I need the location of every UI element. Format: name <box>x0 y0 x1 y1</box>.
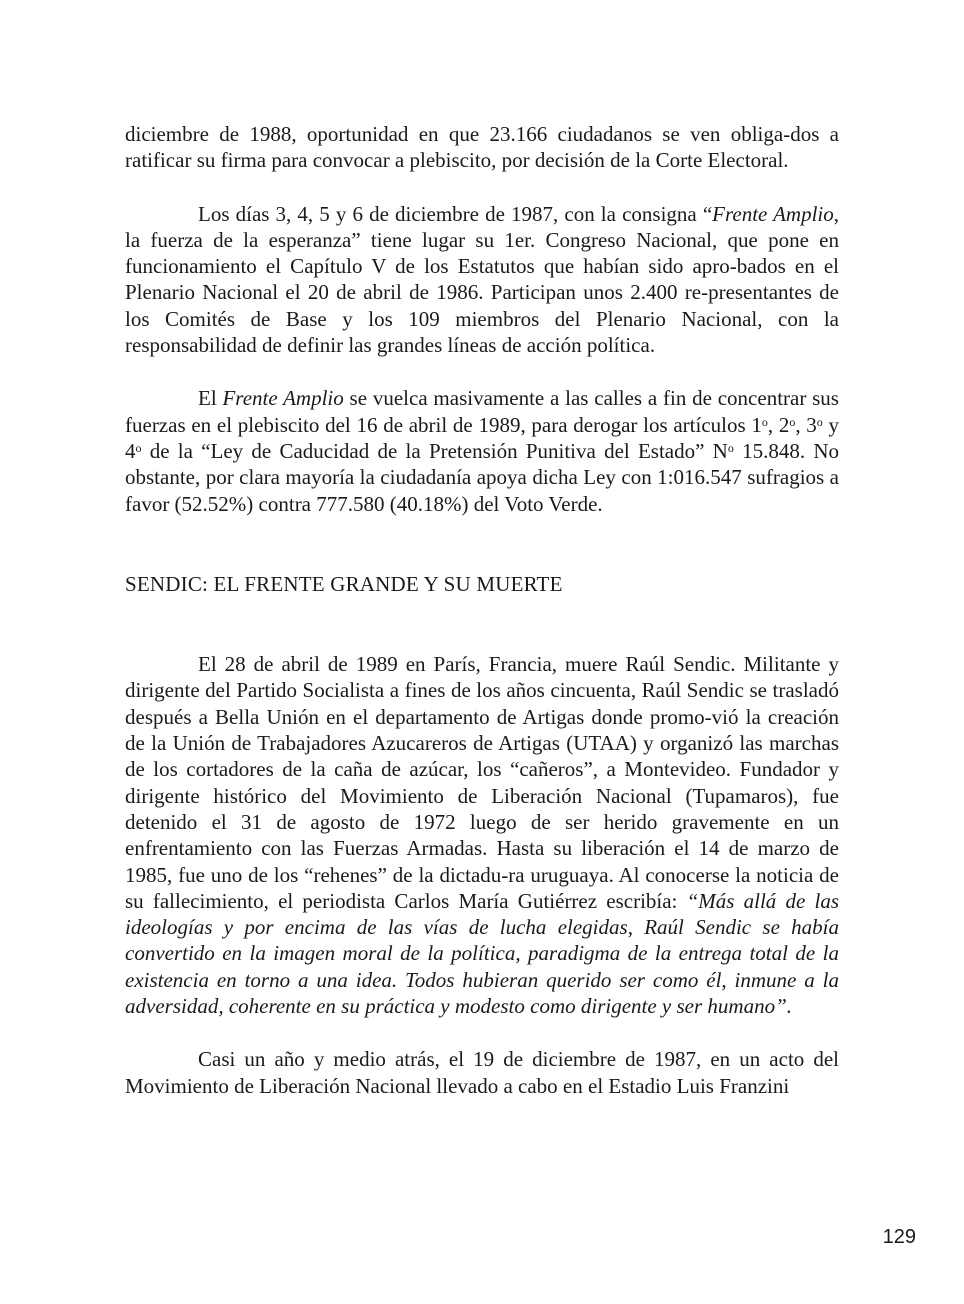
paragraph-3-text-g: 15.848. No obstante, por clara mayoría la ciudadanía apoya dicha Ley con 1:016.547 sufragios a favor (52.52%) contra 777.580 (40.18%) del Voto Verde. <box>125 438 839 516</box>
paragraph-4-quote: “Más allá de las ideologías y por encima de las vías de lucha elegidas, Raúl Sendic se había convertido en la imagen moral de la política, paradigma de la entrega total de la existencia en torno a una idea. Todos hubieran querido ser como él, inmune a la adversidad, coherente en su práctica y modesto como dirigente y ser humano”. <box>125 888 839 1019</box>
paragraph-3 <box>125 385 839 516</box>
paragraph-4-text: El 28 de abril de 1989 en París, Francia, muere Raúl Sendic. Militante y dirigente del Partido Socialista a fines de los años cincuenta, Raúl Sendic se trasladó después a Bella Unión en el departamento de Artigas donde promo-vió la creación de la Unión de Trabajadores Azucareros de Artigas (UTAA) y organizó las marchas de los cortadores de la caña de azúcar, los “cañeros”, a Montevideo. Fundador y dirigente histórico del Movimiento de Liberación Nacional (Tupamaros), fue detenido el 31 de agosto de 1972 luego de ser herido gravemente en un enfrentamiento con las Fuerzas Armadas. Hasta su liberación el 14 de marzo de 1985, fue uno de los “rehenes” de la dictadu-ra uruguaya. Al conocerse la noticia de su fallecimiento, el periodista Carlos María Gutiérrez escribía: <box>125 652 839 913</box>
ordinal-superscript: o <box>761 414 768 429</box>
paragraph-3-text-e: y 4 <box>125 412 840 463</box>
paragraph-4 <box>125 651 839 1019</box>
ordinal-superscript: o <box>135 440 142 455</box>
paragraph-1-text: diciembre de 1988, oportunidad en que 23.166 ciudadanos se ven obliga-dos a ratificar su firma para convocar a plebiscito, por decisión de la Corte Electoral. <box>125 122 839 173</box>
paragraph-2-text-b: , la fuerza de la esperanza” tiene lugar su 1er. Congreso Nacional, que pone en funcionamiento el Capítulo V de los Estatutos que habían sido apro-bados en el Plenario Nacional el 20 de abril de 1986. Participan unos 2.400 re-presentantes de los Comités de Base y los 109 miembros del Plenario Nacional, con la responsabilidad de definir las grandes líneas de acción política. <box>125 201 839 358</box>
paragraph-3-text-f: de la “Ley de Caducidad de la Pretensión Punitiva del Estado” N <box>141 438 728 463</box>
paragraph-2 <box>125 201 839 359</box>
paragraph-3-text-a: El <box>198 386 223 411</box>
page-body <box>125 121 839 1099</box>
page-number: 129 <box>882 1226 916 1248</box>
paragraph-2-italic: Frente Amplio <box>712 201 834 226</box>
ordinal-superscript: o <box>789 414 796 429</box>
paragraph-2-text-a: Los días 3, 4, 5 y 6 de diciembre de 1987, con la consigna “ <box>198 201 713 226</box>
paragraph-3-italic: Frente Amplio <box>222 386 344 411</box>
paragraph-3-text-d: , 3 <box>795 412 817 437</box>
paragraph-5-text: Casi un año y medio atrás, el 19 de diciembre de 1987, en un acto del Movimiento de Liberación Nacional llevado a cabo en el Estadio Luis Franzini <box>125 1047 839 1098</box>
paragraph-3-text-b: se vuelca masivamente a las calles a fin de concentrar sus fuerzas en el plebiscito del 16 de abril de 1989, para derogar los artículos 1 <box>125 386 839 437</box>
ordinal-superscript: o <box>816 414 823 429</box>
paragraph-5 <box>125 1046 839 1099</box>
paragraph-1 <box>125 121 839 174</box>
section-heading: SENDIC: EL FRENTE GRANDE Y SU MUERTE <box>125 571 563 596</box>
ordinal-superscript: o <box>727 440 734 455</box>
paragraph-3-text-c: , 2 <box>767 412 790 437</box>
